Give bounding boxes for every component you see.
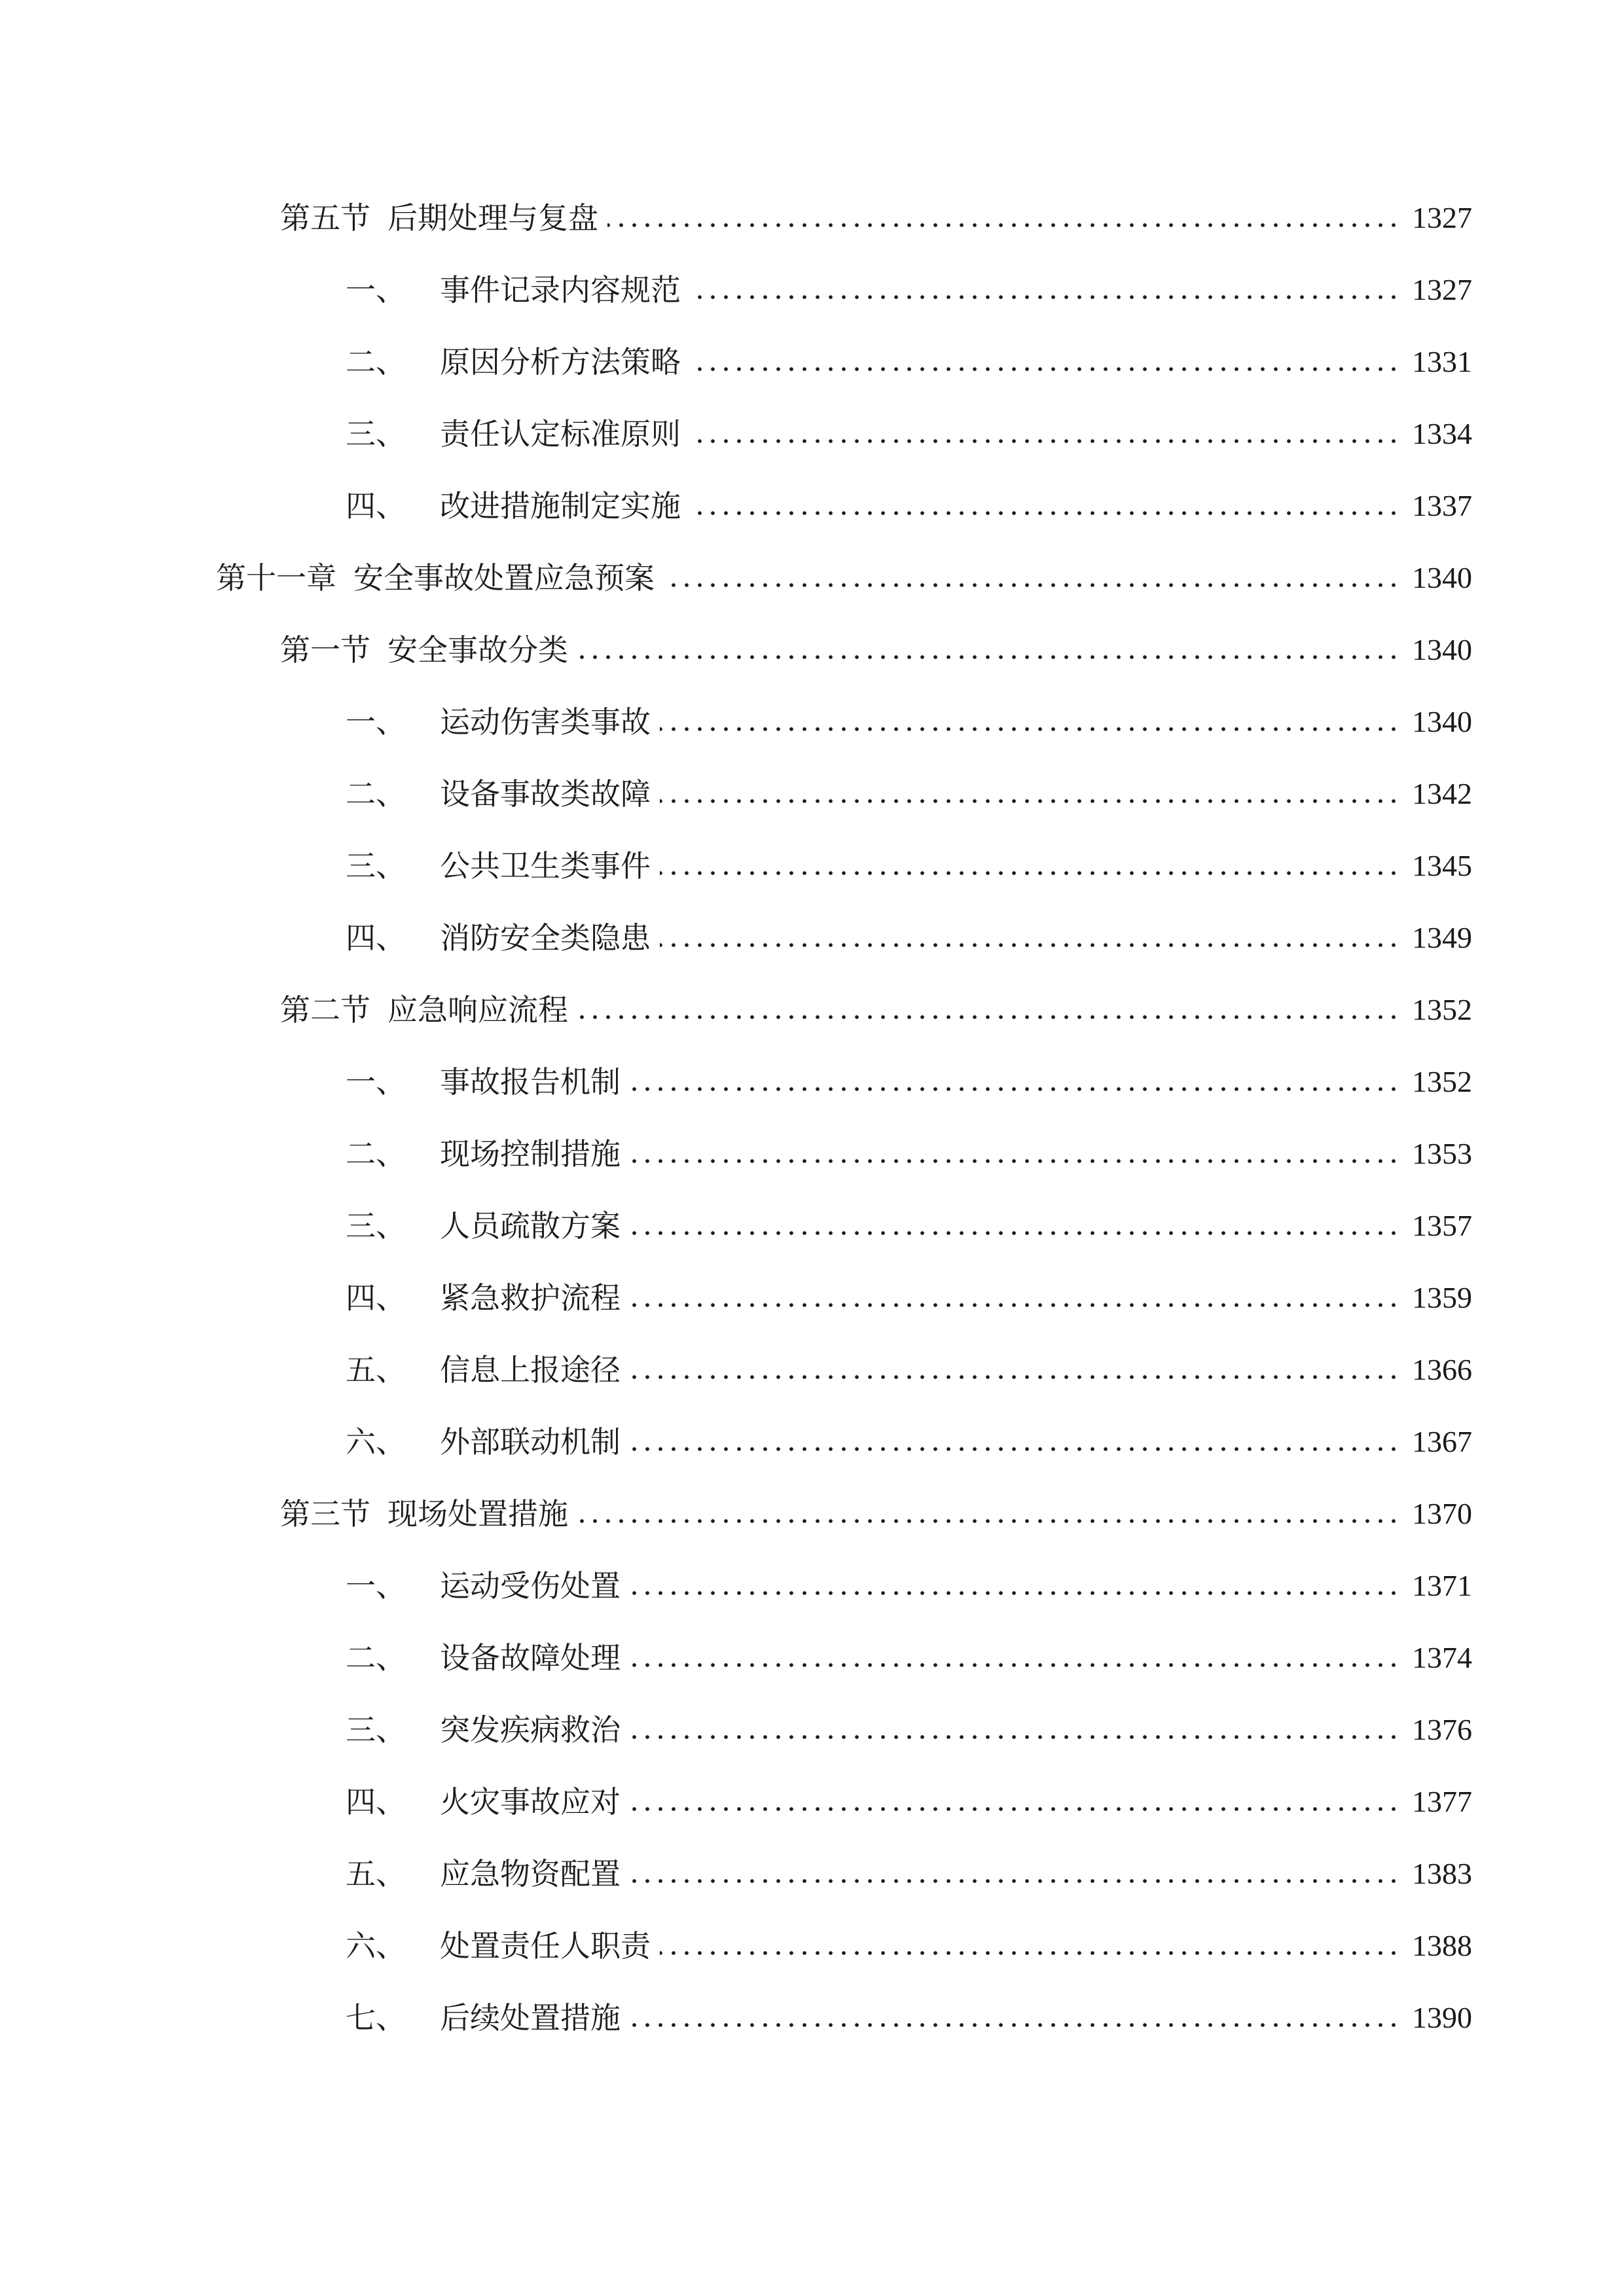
- toc-entry-label: [346, 1128, 621, 1180]
- dot-leader: [630, 1085, 1400, 1093]
- toc-page-number: 1357: [1412, 1209, 1472, 1242]
- toc-page-number: 1352: [1412, 1065, 1472, 1098]
- toc-entry[interactable]: [280, 624, 1472, 676]
- dot-leader: [660, 725, 1400, 733]
- toc-entry-number: 四、: [346, 488, 406, 524]
- toc-entry-title: 火灾事故应对: [440, 1784, 621, 1820]
- toc-entry-label: [346, 1416, 621, 1468]
- toc-entry-number: 六、: [346, 1424, 406, 1460]
- toc-entry-label: [346, 1344, 621, 1396]
- toc-entry-title: 处置责任人职责: [440, 1928, 651, 1964]
- toc-entry-title: 事件记录内容规范: [440, 272, 681, 308]
- dot-leader: [660, 941, 1400, 949]
- dot-leader: [690, 365, 1400, 373]
- toc-entry-number: 四、: [346, 1784, 406, 1820]
- toc-entry[interactable]: [346, 768, 1472, 820]
- dot-leader: [630, 1157, 1400, 1165]
- dot-leader: [660, 1949, 1400, 1957]
- dot-leader: [630, 2021, 1400, 2029]
- toc-entry-label: [346, 1776, 621, 1828]
- dot-leader: [577, 653, 1400, 661]
- dot-leader: [607, 221, 1400, 229]
- toc-entry-number: 第三节: [280, 1496, 370, 1532]
- toc-page-number: 1327: [1412, 201, 1472, 234]
- toc-page-number: 1366: [1412, 1353, 1472, 1386]
- toc-entry-title: 消防安全类隐患: [440, 920, 651, 956]
- toc-page-number: 1337: [1412, 489, 1472, 522]
- toc-entry-title: 现场处置措施: [388, 1496, 568, 1532]
- toc-entry[interactable]: [346, 1128, 1472, 1180]
- toc-entry-title: 突发疾病救治: [440, 1712, 621, 1748]
- toc-entry-label: [216, 552, 655, 604]
- toc-entry-label: [280, 1488, 568, 1540]
- toc-entry[interactable]: [216, 552, 1472, 604]
- toc-entry-label: [280, 192, 598, 244]
- toc-entry-title: 现场控制措施: [440, 1136, 621, 1172]
- toc-entry-label: [280, 624, 568, 676]
- toc-entry[interactable]: [346, 1560, 1472, 1612]
- toc-page-number: 1349: [1412, 921, 1472, 954]
- toc-entry[interactable]: [346, 1920, 1472, 1972]
- dot-leader: [630, 1301, 1400, 1309]
- toc-page-number: 1342: [1412, 777, 1472, 810]
- toc-page-number: 1374: [1412, 1641, 1472, 1674]
- toc-entry-title: 原因分析方法策略: [440, 344, 681, 380]
- dot-leader: [660, 869, 1400, 877]
- toc-entry-title: 外部联动机制: [440, 1424, 621, 1460]
- toc-entry-label: [346, 336, 681, 388]
- toc-entry-number: 四、: [346, 920, 406, 956]
- toc-entry-title: 运动受伤处置: [440, 1568, 621, 1604]
- dot-leader: [690, 293, 1400, 301]
- toc-entry-number: 第五节: [280, 200, 370, 236]
- toc-entry[interactable]: [346, 912, 1472, 964]
- toc-entry-number: 二、: [346, 776, 406, 812]
- dot-leader: [690, 437, 1400, 445]
- dot-leader: [630, 1589, 1400, 1597]
- dot-leader: [630, 1733, 1400, 1741]
- toc-page-number: 1383: [1412, 1857, 1472, 1890]
- toc-entry-number: 七、: [346, 2000, 406, 2036]
- toc-page-number: 1327: [1412, 273, 1472, 306]
- toc-entry-label: [346, 1848, 621, 1900]
- toc-entry[interactable]: [346, 1704, 1472, 1756]
- toc-page-number: 1371: [1412, 1569, 1472, 1602]
- toc-entry-number: 第十一章: [216, 560, 336, 596]
- toc-entry[interactable]: [346, 408, 1472, 460]
- toc-entry-label: [346, 1920, 651, 1972]
- toc-page-number: 1390: [1412, 2001, 1472, 2034]
- toc-entry[interactable]: [346, 1272, 1472, 1324]
- toc-entry-label: [346, 696, 651, 748]
- toc-entry-label: [346, 1560, 621, 1612]
- toc-entry[interactable]: [280, 192, 1472, 244]
- toc-entry[interactable]: [346, 1776, 1472, 1828]
- toc-entry-label: [280, 984, 568, 1036]
- dot-leader: [630, 1877, 1400, 1885]
- dot-leader: [690, 509, 1400, 517]
- toc-entry-number: 第一节: [280, 632, 370, 668]
- toc-page-number: 1388: [1412, 1929, 1472, 1962]
- toc-entry-label: [346, 1200, 621, 1252]
- toc-entry-title: 改进措施制定实施: [440, 488, 681, 524]
- toc-entry-title: 公共卫生类事件: [440, 848, 651, 884]
- toc-entry[interactable]: [346, 1056, 1472, 1108]
- toc-entry-number: 三、: [346, 1208, 406, 1244]
- toc-entry-title: 责任认定标准原则: [440, 416, 681, 452]
- toc-entry-title: 设备故障处理: [440, 1640, 621, 1676]
- toc-entry[interactable]: [346, 1992, 1472, 2044]
- toc-entry-number: 五、: [346, 1352, 406, 1388]
- toc-entry[interactable]: [346, 264, 1472, 316]
- dot-leader: [577, 1517, 1400, 1525]
- dot-leader: [660, 797, 1400, 805]
- toc-entry-title: 运动伤害类事故: [440, 704, 651, 740]
- toc-entry-number: 三、: [346, 848, 406, 884]
- toc-entry-title: 后续处置措施: [440, 2000, 621, 2036]
- toc-page-number: 1334: [1412, 417, 1472, 450]
- toc-entry-label: [346, 1992, 621, 2044]
- dot-leader: [630, 1373, 1400, 1381]
- toc-entry-number: 二、: [346, 344, 406, 380]
- toc-entry-title: 紧急救护流程: [440, 1280, 621, 1316]
- toc-entry-number: 一、: [346, 272, 406, 308]
- toc-entry-number: 一、: [346, 704, 406, 740]
- toc-entry-title: 事故报告机制: [440, 1064, 621, 1100]
- dot-leader: [630, 1229, 1400, 1237]
- toc-page-number: 1353: [1412, 1137, 1472, 1170]
- dot-leader: [577, 1013, 1400, 1021]
- dot-leader: [630, 1805, 1400, 1813]
- toc-entry[interactable]: [346, 840, 1472, 892]
- toc-entry[interactable]: [346, 1848, 1472, 1900]
- toc-entry[interactable]: [346, 696, 1472, 748]
- toc-page-number: 1340: [1412, 561, 1472, 594]
- toc-entry-label: [346, 1272, 621, 1324]
- toc-entry-label: [346, 1632, 621, 1684]
- toc-entry-number: 三、: [346, 1712, 406, 1748]
- toc-page-number: 1352: [1412, 993, 1472, 1026]
- toc-page-number: 1376: [1412, 1713, 1472, 1746]
- toc-entry-title: 后期处理与复盘: [388, 200, 598, 236]
- toc-entry-title: 安全事故处置应急预案: [353, 560, 655, 596]
- toc-entry-title: 安全事故分类: [388, 632, 568, 668]
- toc-entry[interactable]: [280, 984, 1472, 1036]
- dot-leader: [664, 581, 1400, 589]
- toc-page-number: 1340: [1412, 705, 1472, 738]
- toc-entry-title: 信息上报途径: [440, 1352, 621, 1388]
- toc-entry-label: [346, 840, 651, 892]
- toc-entry[interactable]: [346, 1632, 1472, 1684]
- toc-entry-label: [346, 480, 681, 532]
- toc-entry-number: 四、: [346, 1280, 406, 1316]
- toc-page-number: 1331: [1412, 345, 1472, 378]
- toc-entry[interactable]: [346, 1200, 1472, 1252]
- toc-entry[interactable]: [346, 480, 1472, 532]
- toc-entry-number: 第二节: [280, 992, 370, 1028]
- toc-entry-title: 应急物资配置: [440, 1856, 621, 1892]
- toc-entry-number: 二、: [346, 1640, 406, 1676]
- toc-page-number: 1370: [1412, 1497, 1472, 1530]
- toc-entry-number: 六、: [346, 1928, 406, 1964]
- toc-entry[interactable]: [346, 336, 1472, 388]
- dot-leader: [630, 1445, 1400, 1453]
- toc-entry-label: [346, 408, 681, 460]
- toc-entry-number: 五、: [346, 1856, 406, 1892]
- toc-entry-number: 三、: [346, 416, 406, 452]
- toc-entry-title: 设备事故类故障: [440, 776, 651, 812]
- toc-page-number: 1340: [1412, 633, 1472, 666]
- toc-entry-title: 人员疏散方案: [440, 1208, 621, 1244]
- toc-entry-title: 应急响应流程: [388, 992, 568, 1028]
- toc-entry[interactable]: [280, 1488, 1472, 1540]
- toc-entry-label: [346, 1704, 621, 1756]
- toc-entry-label: [346, 912, 651, 964]
- toc-entry-number: 一、: [346, 1568, 406, 1604]
- toc-entry-label: [346, 264, 681, 316]
- dot-leader: [630, 1661, 1400, 1669]
- toc-entry[interactable]: [346, 1344, 1472, 1396]
- toc-entry-number: 一、: [346, 1064, 406, 1100]
- toc-page-number: 1367: [1412, 1425, 1472, 1458]
- toc-entry-label: [346, 1056, 621, 1108]
- toc-entry-number: 二、: [346, 1136, 406, 1172]
- toc-page-number: 1345: [1412, 849, 1472, 882]
- toc-page-number: 1359: [1412, 1281, 1472, 1314]
- toc-entry-label: [346, 768, 651, 820]
- toc-page-number: 1377: [1412, 1785, 1472, 1818]
- toc-entry[interactable]: [346, 1416, 1472, 1468]
